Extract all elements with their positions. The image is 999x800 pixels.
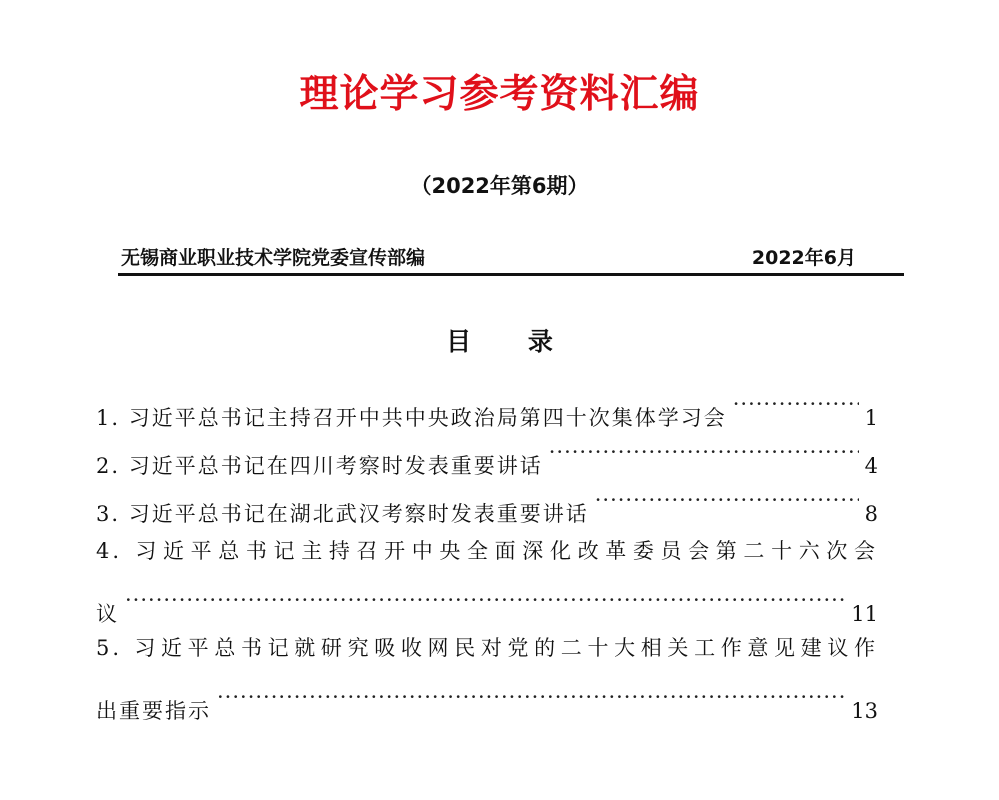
toc-entry-title-continued: 议 <box>96 602 119 626</box>
toc-entry-5[interactable] <box>96 676 878 723</box>
toc-entry-title: 3. 习近平总书记在湖北武汉考察时发表重要讲话 <box>96 502 589 526</box>
dot-leader <box>125 579 845 621</box>
toc-entry-page: 4 <box>864 454 878 478</box>
dot-leader <box>217 676 845 718</box>
document-title: 理论学习参考资料汇编 <box>299 72 700 117</box>
toc-entry-1[interactable] <box>96 383 878 430</box>
toc-entry-title: 5. 习近平总书记就研究吸收网民对党的二十大相关工作意见建议作 <box>96 636 878 660</box>
publication-date: 2022年6月 <box>751 247 856 269</box>
toc-heading: 目 录 <box>446 327 577 356</box>
toc-entry-page: 1 <box>864 406 878 430</box>
toc-entry-title-continued: 出重要指示 <box>96 699 211 723</box>
dot-leader <box>595 479 859 521</box>
header-divider <box>118 273 904 276</box>
toc-entry-page: 8 <box>864 502 878 526</box>
toc-entry-4[interactable] <box>96 579 878 626</box>
toc-entry-page: 11 <box>851 602 878 626</box>
dot-leader <box>549 431 859 473</box>
toc-entry-page: 13 <box>851 699 878 723</box>
toc-entry-4-line1[interactable] <box>96 530 878 572</box>
dot-leader <box>733 383 859 425</box>
toc-entry-title: 2. 习近平总书记在四川考察时发表重要讲话 <box>96 454 543 478</box>
toc-entry-3[interactable] <box>96 479 878 526</box>
toc-entry-5-line1[interactable] <box>96 627 878 669</box>
publisher: 无锡商业职业技术学院党委宣传部编 <box>121 247 426 269</box>
issue-number: （2022年第6期） <box>410 174 589 198</box>
toc-entry-title: 4. 习近平总书记主持召开中央全面深化改革委员会第二十六次会 <box>96 539 878 563</box>
toc-entry-title: 1. 习近平总书记主持召开中共中央政治局第四十次集体学习会 <box>96 406 727 430</box>
toc-entry-2[interactable] <box>96 431 878 478</box>
